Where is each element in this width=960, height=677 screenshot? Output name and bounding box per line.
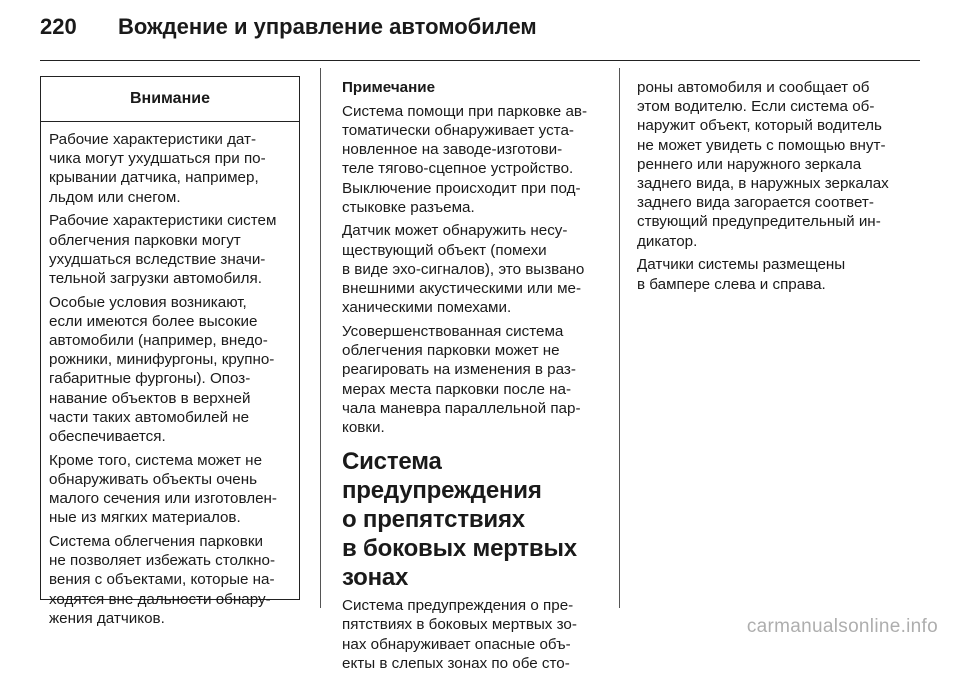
warning-paragraph: Рабочие характеристики дат- чика могут ухудшаться при по- крывании датчика, например, льдом или снегом.	[49, 131, 266, 206]
warning-title: Внимание	[41, 77, 299, 122]
note-paragraph: Датчик может обнаружить несу- ществующий объект (помехи в виде эхо-сигналов), это вызвано внешними акустическими или ме- ханическими помехами.	[342, 222, 585, 317]
warning-body	[41, 122, 299, 628]
warning-paragraph: Особые условия возникают, если имеются более высокие автомобили (например, внедо- рожники, минифургоны, крупно- габаритные фургоны). Опоз- навание объектов в верхней части таких автомобилей не обеспечивается.	[49, 293, 275, 446]
section-paragraph: роны автомобиля и сообщает об этом водителю. Если система об- наружит объект, который водитель не может увидеть с помощью внут- реннего или наружного зеркала заднего вида, в наружных зеркалах заднего вида загорается соответ- ствующий предупредительный ин- дикатор.	[637, 79, 889, 250]
warning-paragraph: Рабочие характеристики систем облегчения парковки могут ухудшаться вследствие значи- тельной загрузки автомобиля.	[49, 212, 277, 287]
note-paragraph: Система помощи при парковке ав- томатически обнаруживает уста- новленное на заводе-изготови- теле тягово-сцепное устройство. Выключение происходит при под- стыковке разъема.	[342, 102, 588, 216]
column-divider	[320, 68, 321, 608]
section-paragraph: Датчики системы размещены в бампере слева и справа.	[637, 256, 846, 293]
warning-paragraph: Система облегчения парковки не позволяет избежать столкно- вения с объектами, которые на- ходятся вне дальности обнару- жения датчиков.	[49, 533, 276, 627]
section-paragraph: Система предупреждения о пре- пятствиях в боковых мертвых зо- нах обнаруживает опасные объ- екты в слепых зонах по обе сто-	[342, 597, 577, 672]
column-divider	[619, 68, 620, 608]
header-rule	[40, 60, 920, 61]
note-paragraph: Усовершенствованная система облегчения парковки может не реагировать на изменения в раз- мерах места парковки после на- чала маневра параллельной пар- ковки.	[342, 322, 581, 436]
column-3	[637, 78, 927, 298]
page-number: 220	[40, 14, 77, 39]
section-heading: Система предупреждения о препятствиях в боковых мертвых зонах	[342, 448, 577, 592]
watermark: carmanualsonline.info	[746, 616, 938, 637]
warning-paragraph: Кроме того, система может не обнаруживать объекты очень малого сечения или изготовлен- ные из мягких материалов.	[49, 451, 277, 527]
column-2	[342, 78, 604, 677]
note-title: Примечание	[342, 79, 436, 96]
warning-box	[40, 76, 300, 627]
page-title: Вождение и управление автомобилем	[118, 14, 537, 39]
page-header	[40, 14, 537, 40]
